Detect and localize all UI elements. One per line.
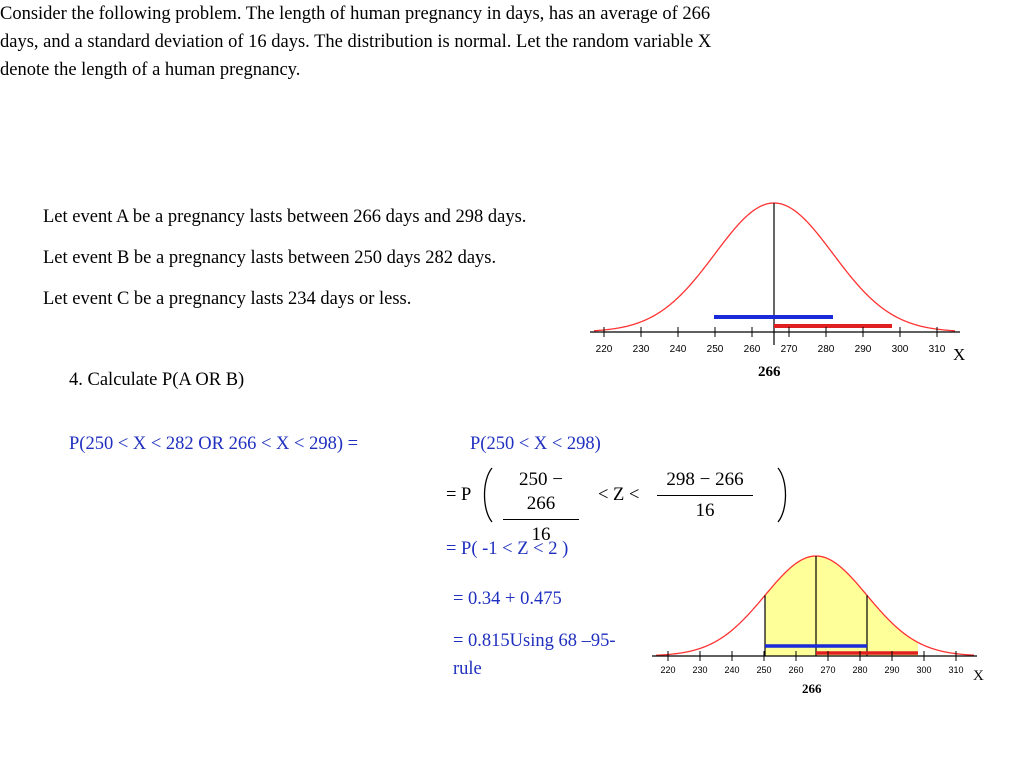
intro-line-3: denote the length of a human pregnancy.	[0, 60, 301, 80]
event-b-text: Let event B be a pregnancy lasts between 250 days 282 days.	[43, 248, 497, 268]
top-tick-label: 220	[595, 344, 613, 355]
bottom-tick-label: 270	[820, 665, 836, 675]
solution-lhs: P(250 < X < 282 OR 266 < X < 298) =	[69, 434, 359, 454]
top-tick-label: 280	[817, 344, 835, 355]
top-tick-label: 230	[632, 344, 650, 355]
event-c-text: Let event C be a pregnancy lasts 234 days or less.	[43, 289, 412, 309]
step3-text: = P( -1 < Z < 2 )	[446, 539, 569, 559]
intro-line-2: days, and a standard deviation of 16 days. The distribution is normal. Let the random variable X	[0, 32, 712, 52]
right-paren-icon	[776, 466, 790, 524]
bottom-tick-label: 260	[788, 665, 804, 675]
bottom-tick-label: 280	[852, 665, 868, 675]
bottom-normal-curve-chart	[652, 552, 992, 697]
step2-middle: < Z <	[598, 485, 640, 505]
top-mean-label: 266	[758, 364, 781, 380]
fraction-1	[503, 468, 579, 547]
event-a-text: Let event A be a pregnancy lasts between 266 days and 298 days.	[43, 207, 527, 227]
bottom-tick-label: 230	[692, 665, 708, 675]
bottom-tick-label: 250	[756, 665, 772, 675]
step4-text: = 0.34 + 0.475	[453, 589, 562, 609]
fraction-2-numerator: 298 − 266	[657, 468, 753, 496]
fraction-2-denominator: 16	[695, 500, 715, 521]
top-tick-label: 310	[928, 344, 946, 355]
bottom-tick-label: 290	[884, 665, 900, 675]
top-tick-label: 300	[891, 344, 909, 355]
question-text: 4. Calculate P(A OR B)	[69, 370, 245, 390]
fraction-1-denominator: 16	[531, 524, 551, 545]
bottom-mean-label: 266	[802, 681, 822, 696]
solution-rhs: P(250 < X < 298)	[470, 434, 601, 454]
top-tick-label: 250	[706, 344, 724, 355]
fraction-2	[657, 468, 753, 523]
top-tick-label: 240	[669, 344, 687, 355]
bottom-axis-label: X	[973, 668, 984, 684]
step5-line-1: = 0.815Using 68 –95-	[453, 631, 616, 651]
top-tick-label: 290	[854, 344, 872, 355]
step2-prefix: = P	[446, 485, 472, 505]
step5-line-2: rule	[453, 659, 482, 679]
bottom-tick-label: 300	[916, 665, 932, 675]
bottom-tick-label: 310	[948, 665, 964, 675]
intro-paragraph	[0, 0, 900, 84]
left-paren-icon	[480, 466, 494, 524]
bottom-tick-label: 220	[660, 665, 676, 675]
bottom-shaded-area	[765, 556, 918, 656]
intro-line-1: Consider the following problem. The length of human pregnancy in days, has an average of 266	[0, 4, 711, 24]
top-normal-curve-chart	[590, 195, 980, 385]
fraction-1-numerator: 250 − 266	[503, 468, 579, 520]
top-tick-label: 260	[743, 344, 761, 355]
bottom-tick-label: 240	[724, 665, 740, 675]
top-tick-label: 270	[780, 344, 798, 355]
top-axis-label: X	[953, 345, 966, 364]
